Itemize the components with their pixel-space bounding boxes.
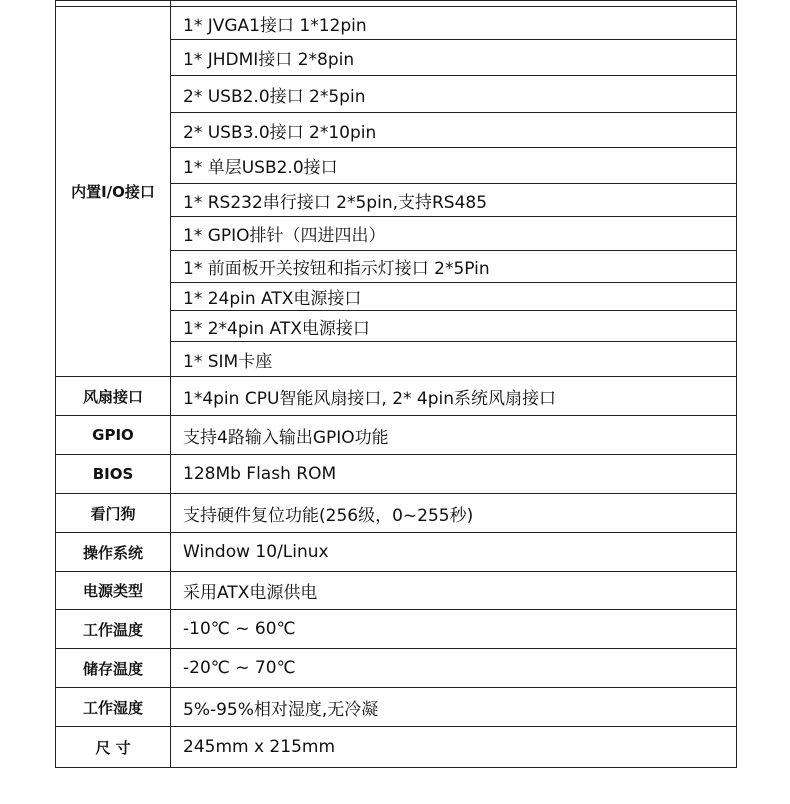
io-item: 1* RS232串行接口 2*5pin,支持RS485 xyxy=(171,184,737,217)
spec-value: 支持4路输入输出GPIO功能 xyxy=(171,416,737,455)
spec-label: 看门狗 xyxy=(56,494,171,533)
spec-row-humidity xyxy=(56,688,737,727)
spec-row-fan xyxy=(56,377,737,416)
spec-row-bios xyxy=(56,455,737,494)
io-item: 1* 24pin ATX电源接口 xyxy=(171,283,737,311)
spec-row-size xyxy=(56,727,737,768)
io-item: 1* JVGA1接口 1*12pin xyxy=(171,7,737,40)
spec-label: 储存温度 xyxy=(56,649,171,688)
spec-label: 工作湿度 xyxy=(56,688,171,727)
spec-table xyxy=(55,0,737,768)
spec-row-os xyxy=(56,533,737,572)
spec-label: 电源类型 xyxy=(56,572,171,610)
spec-value: Window 10/Linux xyxy=(171,533,737,572)
spec-value: 128Mb Flash ROM xyxy=(171,455,737,494)
spec-row-watchdog xyxy=(56,494,737,533)
spec-value: 支持硬件复位功能(256级，0~255秒) xyxy=(171,494,737,533)
spec-label: 尺 寸 xyxy=(56,727,171,768)
spec-label: 工作温度 xyxy=(56,610,171,649)
spec-label: GPIO xyxy=(56,416,171,455)
io-item: 2* USB3.0接口 2*10pin xyxy=(171,113,737,148)
io-item: 1* 单层USB2.0接口 xyxy=(171,148,737,184)
io-item: 1* 前面板开关按钮和指示灯接口 2*5Pin xyxy=(171,251,737,283)
spec-value: 245mm x 215mm xyxy=(171,727,737,768)
spec-row-gpio xyxy=(56,416,737,455)
io-item: 1* JHDMI接口 2*8pin xyxy=(171,40,737,76)
spec-row-storage-temp xyxy=(56,649,737,688)
spec-row-operating-temp xyxy=(56,610,737,649)
io-item: 1* 2*4pin ATX电源接口 xyxy=(171,311,737,342)
spec-label: BIOS xyxy=(56,455,171,494)
io-item: 1* SIM卡座 xyxy=(171,342,737,377)
spec-value: 采用ATX电源供电 xyxy=(171,572,737,610)
io-row xyxy=(56,7,737,40)
spec-value: -10℃ ~ 60℃ xyxy=(171,610,737,649)
io-item: 2* USB2.0接口 2*5pin xyxy=(171,76,737,113)
io-section-label: 内置I/O接口 xyxy=(56,7,171,377)
spec-value: 1*4pin CPU智能风扇接口, 2* 4pin系统风扇接口 xyxy=(171,377,737,416)
spec-row-power xyxy=(56,572,737,610)
spec-label: 操作系统 xyxy=(56,533,171,572)
spec-value: 5%-95%相对湿度,无冷凝 xyxy=(171,688,737,727)
io-item: 1* GPIO排针（四进四出） xyxy=(171,217,737,251)
spec-value: -20℃ ~ 70℃ xyxy=(171,649,737,688)
spec-label: 风扇接口 xyxy=(56,377,171,416)
